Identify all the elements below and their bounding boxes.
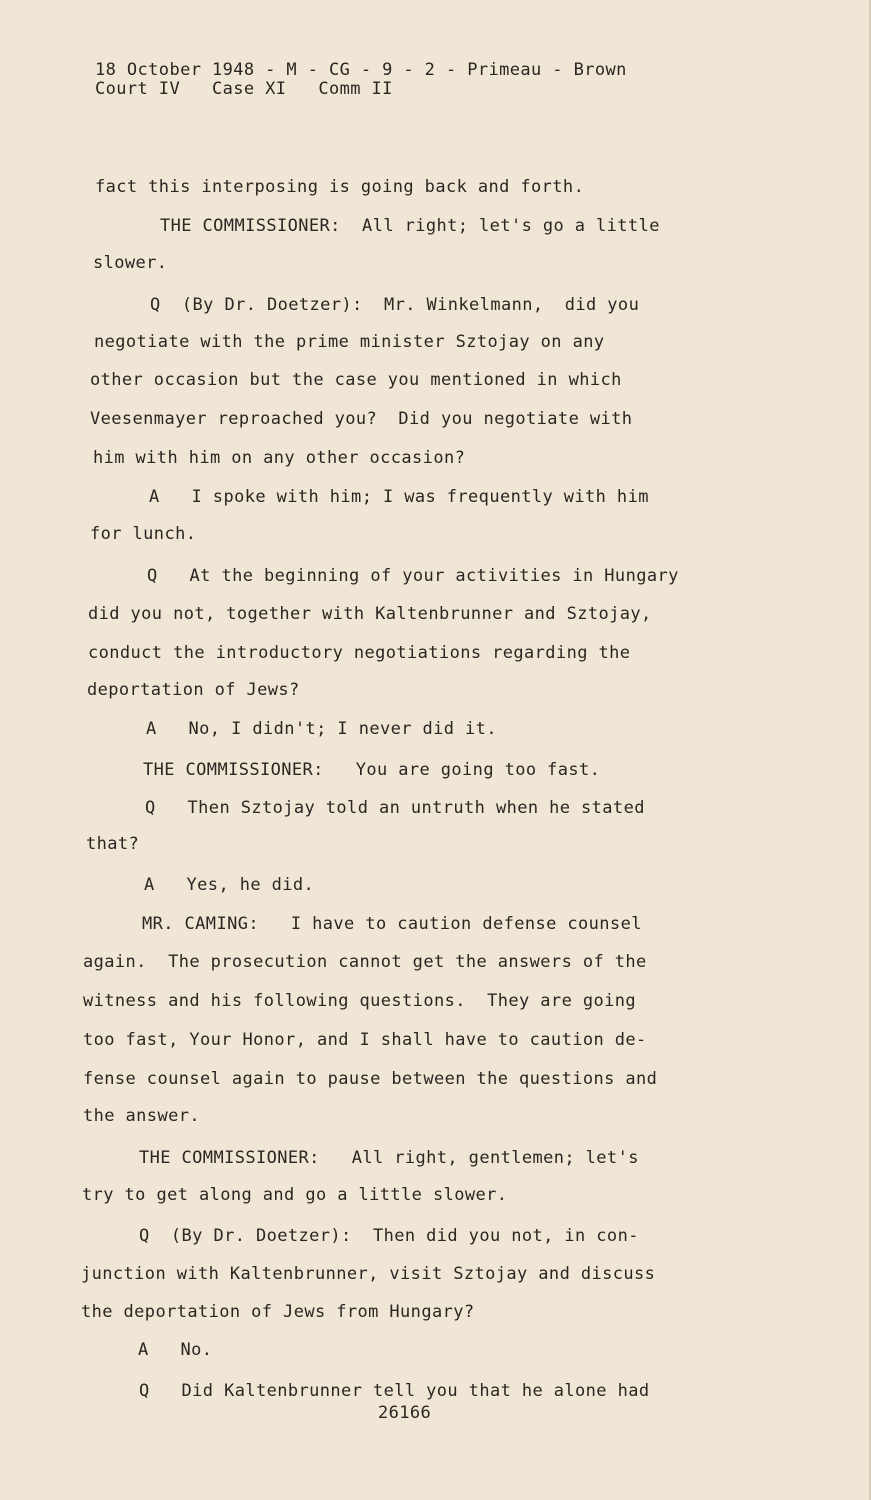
body-line: Veesenmayer reproached you? Did you negotiate with [90, 409, 633, 429]
body-line: THE COMMISSIONER: You are going too fast. [143, 760, 601, 780]
body-line: did you not, together with Kaltenbrunner and Sztojay, [88, 604, 652, 624]
body-line: Q Then Sztojay told an untruth when he stated [145, 798, 645, 818]
body-line: that? [86, 834, 140, 854]
body-line: A No, I didn't; I never did it. [146, 719, 497, 739]
body-line: other occasion but the case you mentioned in which [90, 370, 622, 390]
body-line: Q Did Kaltenbrunner tell you that he alone had [139, 1381, 650, 1401]
body-line: Q (By Dr. Doetzer): Then did you not, in con- [139, 1226, 639, 1246]
body-line: THE COMMISSIONER: All right; let's go a little [160, 216, 660, 236]
body-line: slower. [93, 253, 168, 273]
body-line: the answer. [83, 1106, 200, 1126]
page-number: 26166 [378, 1403, 432, 1423]
body-line: conduct the introductory negotiations regarding the [88, 643, 631, 663]
body-line: fense counsel again to pause between the questions and [83, 1069, 658, 1089]
body-line: Q At the beginning of your activities in Hungary [147, 566, 679, 586]
body-line: junction with Kaltenbrunner, visit Sztojay and discuss [81, 1264, 656, 1284]
header-line-2: Court IV Case XI Comm II [95, 79, 393, 99]
body-line: try to get along and go a little slower. [82, 1185, 508, 1205]
body-line: negotiate with the prime minister Sztojay on any [94, 332, 605, 352]
body-line: the deportation of Jews from Hungary? [81, 1302, 475, 1322]
body-line: again. The prosecution cannot get the answers of the [83, 952, 647, 972]
body-line: THE COMMISSIONER: All right, gentlemen; let's [139, 1148, 639, 1168]
body-line: A No. [138, 1340, 213, 1360]
body-line: Q (By Dr. Doetzer): Mr. Winkelmann, did you [150, 295, 640, 315]
header-line-1: 18 October 1948 - M - CG - 9 - 2 - Primeau - Brown [95, 60, 627, 80]
body-line: MR. CAMING: I have to caution defense counsel [142, 914, 642, 934]
body-line: him with him on any other occasion? [93, 448, 466, 468]
body-line: A Yes, he did. [144, 875, 315, 895]
body-line: fact this interposing is going back and forth. [95, 177, 585, 197]
body-line: too fast, Your Honor, and I shall have to caution de- [83, 1030, 647, 1050]
body-line: deportation of Jews? [87, 680, 300, 700]
body-line: A I spoke with him; I was frequently with him [149, 487, 649, 507]
body-line: witness and his following questions. They are going [83, 991, 637, 1011]
body-line: for lunch. [90, 524, 197, 544]
